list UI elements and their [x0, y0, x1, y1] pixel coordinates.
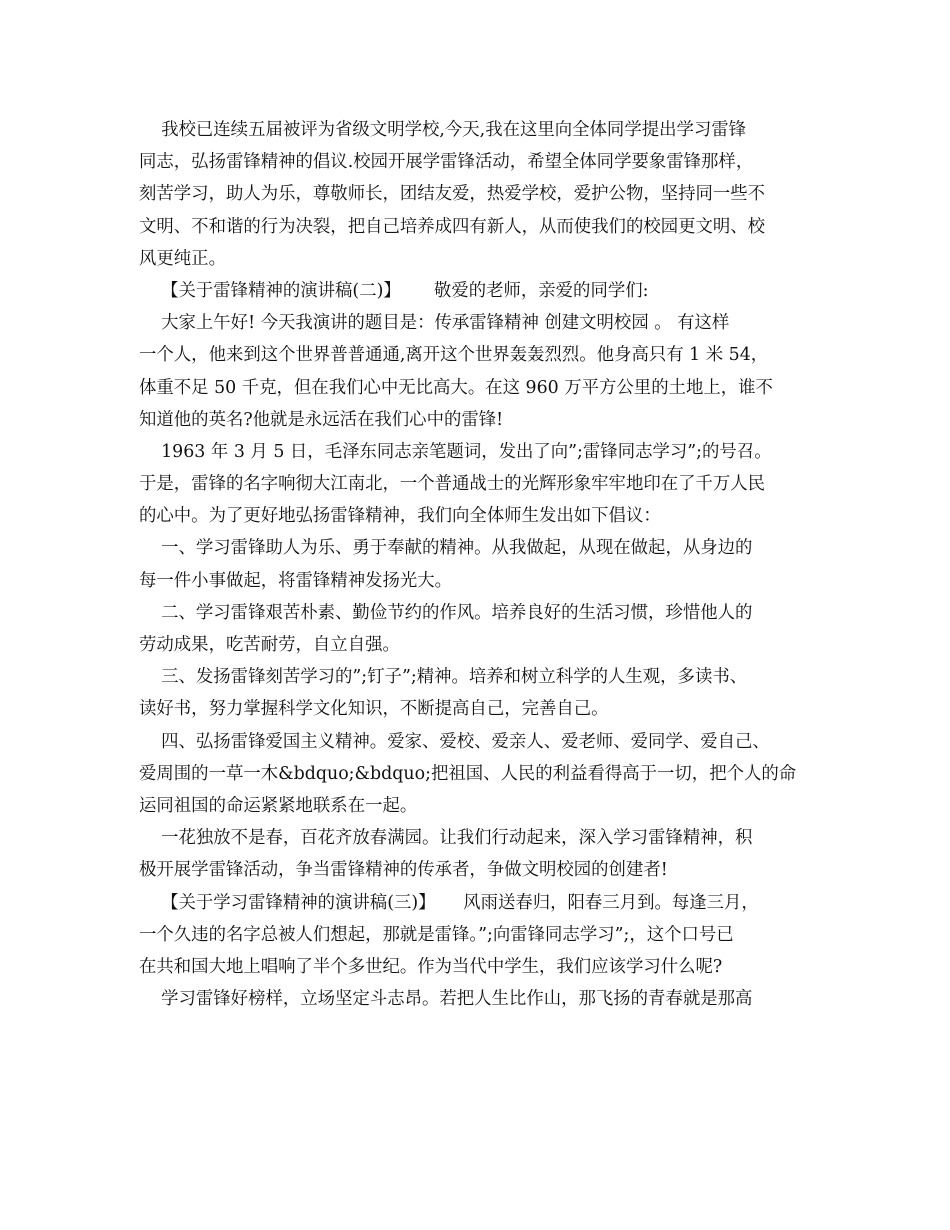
text-line: 爱周围的一草一木&bdquo;&bdquo;把祖国、人民的利益看得高于一切，把个人的命	[139, 763, 797, 784]
text-line: 同志，弘扬雷锋精神的倡议.校园开展学雷锋活动，希望全体同学要象雷锋那样，	[139, 152, 754, 173]
text-line: 学习雷锋好榜样，立场坚定斗志昂。若把人生比作山，那飞扬的青春就是那高	[139, 989, 753, 1010]
text-line: 一花独放不是春，百花齐放春满园。让我们行动起来，深入学习雷锋精神，积	[139, 828, 753, 849]
section-heading-line: 【关于学习雷锋精神的演讲稿(三)】 风雨送春归，阳春三月到。每逢三月，	[139, 892, 759, 913]
text-line: 运同祖国的命运紧紧地联系在一起。	[139, 795, 418, 816]
text-line: 每一件小事做起，将雷锋精神发扬光大。	[139, 570, 453, 591]
proposal-item-line: 一、学习雷锋助人为乐、勇于奉献的精神。从我做起，从现在做起，从身边的	[139, 538, 753, 559]
text-line: 我校已连续五届被评为省级文明学校,今天,我在这里向全体同学提出学习雷锋	[139, 120, 747, 140]
document-body	[139, 114, 827, 1015]
text-line: 读好书，努力掌握科学文化知识，不断提高自己，完善自己。	[139, 699, 609, 720]
proposal-item-line: 四、弘扬雷锋爱国主义精神。爱家、爱校、爱亲人、爱老师、爱同学、爱自己、	[139, 731, 770, 752]
proposal-item-line: 二、学习雷锋艰苦朴素、勤俭节约的作风。培养良好的生活习惯，珍惜他人的	[139, 602, 753, 623]
text-line: 一个久违的名字总被人们想起，那就是雷锋。”;向雷锋同志学习”;，这个口号已	[139, 924, 734, 945]
text-line: 极开展学雷锋活动，争当雷锋精神的传承者，争做文明校园的创建者!	[139, 860, 668, 881]
text-line: 劳动成果，吃苦耐劳，自立自强。	[139, 635, 400, 655]
text-line: 风更纯正。	[139, 248, 226, 269]
text-line: 刻苦学习，助人为乐，尊敬师长，团结友爱，热爱学校，爱护公物，坚持同一些不	[139, 184, 766, 205]
text-line: 于是，雷锋的名字响彻大江南北，一个普通战士的光辉形象牢牢地印在了千万人民	[139, 474, 766, 495]
text-line: 文明、不和谐的行为决裂，把自己培养成四有新人，从而使我们的校园更文明、校	[139, 216, 766, 237]
text-line: 体重不足 50 千克，但在我们心中无比高大。在这 960 万平方公里的土地上，谁不	[139, 377, 773, 398]
text-line: 知道他的英名?他就是永远活在我们心中的雷锋!	[139, 409, 504, 430]
text-line: 大家上午好! 今天我演讲的题目是：传承雷锋精神 创建文明校园 。 有这样	[139, 313, 730, 334]
text-line: 的心中。为了更好地弘扬雷锋精神，我们向全体师生发出如下倡议：	[139, 506, 661, 527]
text-line: 一个人，他来到这个世界普普通通,离开这个世界轰轰烈烈。他身高只有 1 米 54，	[139, 345, 769, 366]
text-line: 1963 年 3 月 5 日，毛泽东同志亲笔题词，发出了向”;雷锋同志学习”;的号召。	[139, 441, 772, 462]
text-line: 在共和国大地上唱响了半个多世纪。作为当代中学生，我们应该学习什么呢?	[139, 956, 723, 977]
section-heading-line: 【关于雷锋精神的演讲稿(二)】 敬爱的老师，亲爱的同学们:	[139, 280, 649, 301]
proposal-item-line: 三、发扬雷锋刻苦学习的”;钉子”;精神。培养和树立科学的人生观，多读书、	[139, 667, 748, 688]
